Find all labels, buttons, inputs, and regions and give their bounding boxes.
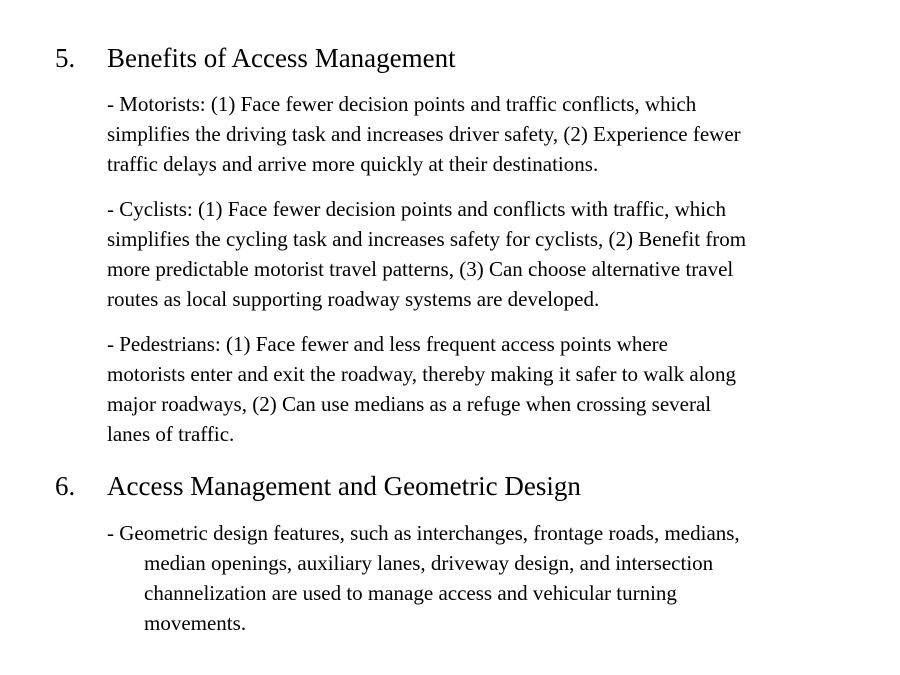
paragraph-line: traffic delays and arrive more quickly at their destinations.	[107, 152, 599, 176]
paragraph-line: major roadways, (2) Can use medians as a refuge when crossing several	[107, 392, 712, 416]
paragraph-line: - Pedestrians: (1) Face fewer and less frequent access points where	[107, 332, 668, 356]
paragraph-line: lanes of traffic.	[107, 422, 235, 446]
motorists-paragraph	[107, 89, 877, 179]
paragraph-line: - Motorists: (1) Face fewer decision points and traffic conflicts, which	[107, 92, 697, 116]
section-number: 5.	[55, 43, 76, 73]
paragraph-line: movements.	[144, 611, 247, 635]
paragraph-line: motorists enter and exit the roadway, thereby making it safer to walk along	[107, 362, 737, 386]
paragraph-line: routes as local supporting roadway systems are developed.	[107, 287, 600, 311]
paragraph-line: median openings, auxiliary lanes, driveway design, and intersection	[144, 551, 714, 575]
paragraph-line: - Geometric design features, such as interchanges, frontage roads, medians,	[107, 521, 740, 545]
geometric-design-paragraph	[107, 518, 877, 638]
paragraph-line: simplifies the driving task and increases driver safety, (2) Experience fewer	[107, 122, 741, 146]
section-title: Benefits of Access Management	[107, 43, 456, 73]
paragraph-line: simplifies the cycling task and increases safety for cyclists, (2) Benefit from	[107, 227, 747, 251]
paragraph-line: - Cyclists: (1) Face fewer decision points and conflicts with traffic, which	[107, 197, 726, 221]
section-number: 6.	[55, 471, 76, 501]
section-title: Access Management and Geometric Design	[107, 471, 581, 501]
paragraph-line: channelization are used to manage access and vehicular turning	[144, 581, 677, 605]
cyclists-paragraph	[107, 194, 877, 314]
pedestrians-paragraph	[107, 329, 877, 449]
paragraph-line: more predictable motorist travel patterns, (3) Can choose alternative travel	[107, 257, 734, 281]
